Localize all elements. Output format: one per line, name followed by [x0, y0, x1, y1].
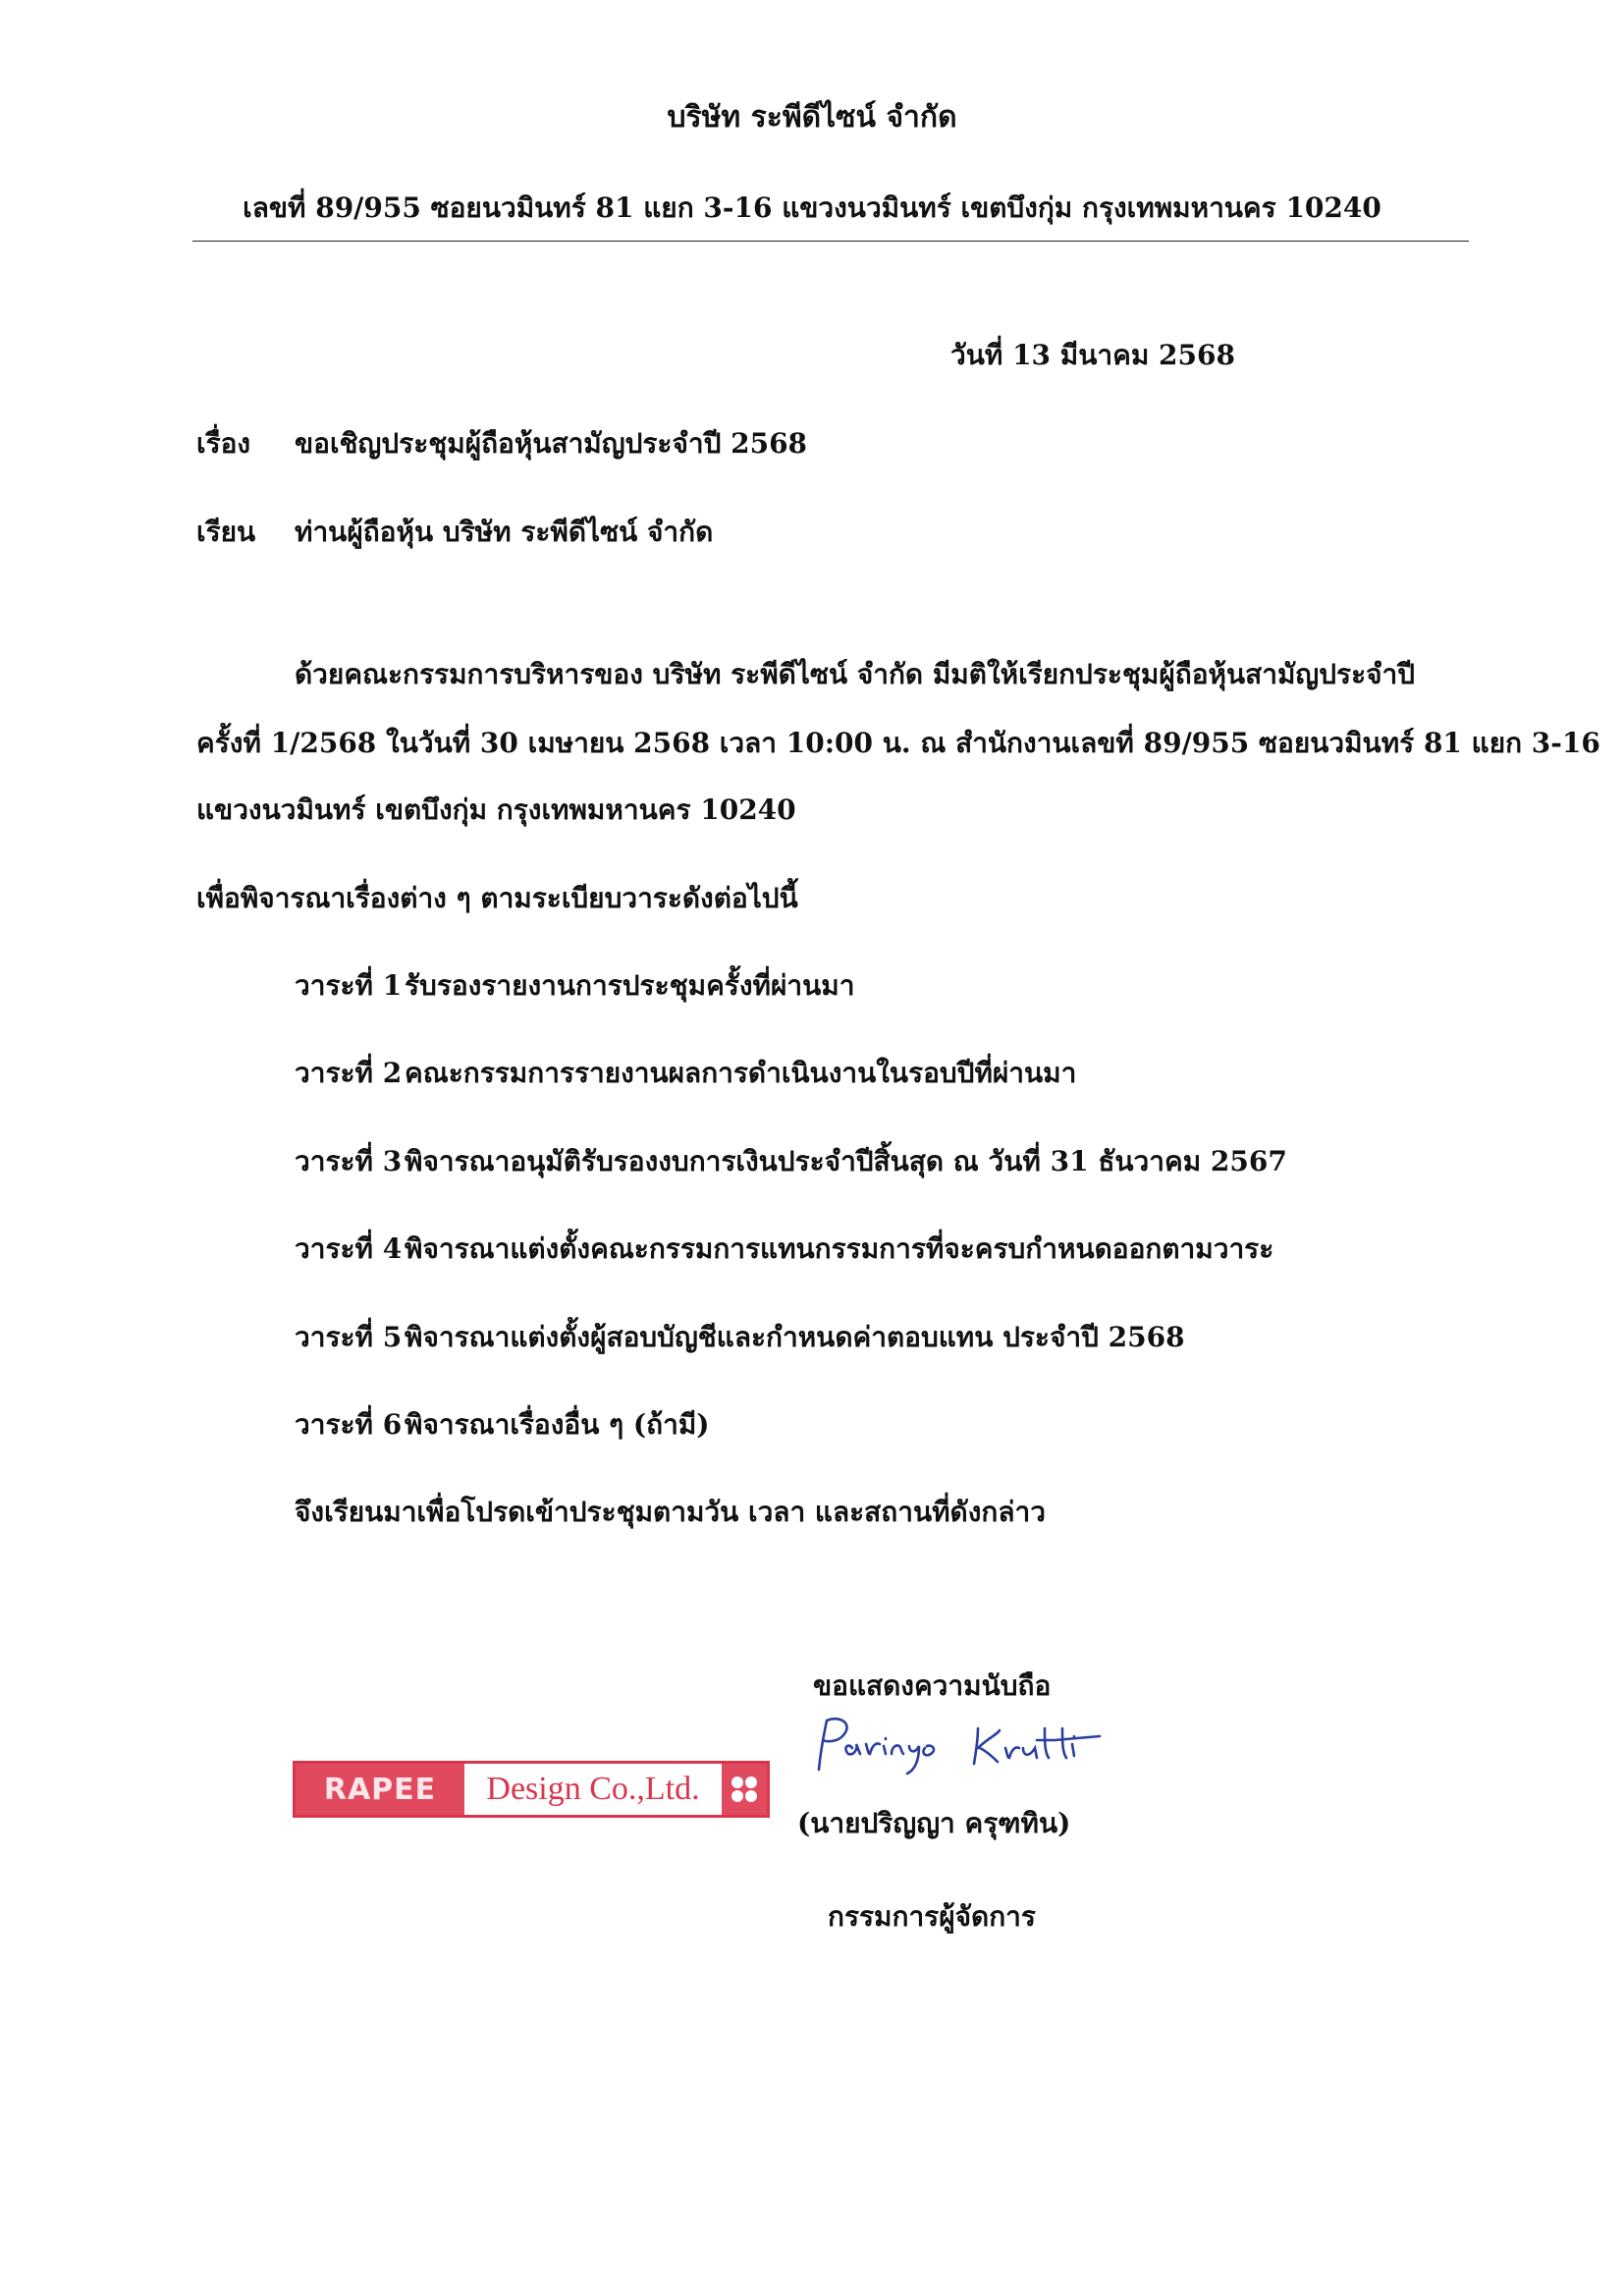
agenda-item-5 — [295, 1316, 1185, 1359]
recipient-label: เรียน — [196, 516, 256, 548]
subject-value: ขอเชิญประชุมผู้ถือหุ้นสามัญประจำปี 2568 — [295, 427, 808, 460]
agenda-text: พิจารณาแต่งตั้งคณะกรรมการแทนกรรมการที่จะครบกำหนดออกตามวาระ — [405, 1232, 1274, 1265]
body-line-3: แขวงนวมินทร์ เขตบึงกุ่ม กรุงเทพมหานคร 10240 — [196, 793, 796, 826]
agenda-item-1 — [295, 964, 854, 1008]
agenda-item-6 — [295, 1403, 710, 1447]
agenda-number: วาระที่ 4 — [295, 1232, 403, 1265]
agenda-text: พิจารณาแต่งตั้งผู้สอบบัญชีและกำหนดค่าตอบแทน ประจำปี 2568 — [405, 1321, 1185, 1353]
stamp-brand: RAPEE — [296, 1764, 464, 1815]
stamp-company-text: Design Co.,Ltd. — [486, 1771, 700, 1807]
body-line-1: ด้วยคณะกรรมการบริหารของ บริษัท ระพีดีไซน์ จำกัด มีมติให้เรียกประชุมผู้ถือหุ้นสามัญประจำปี — [295, 658, 1416, 690]
agenda-text: รับรองรายงานการประชุมครั้งที่ผ่านมา — [405, 969, 855, 1002]
regards-text: ขอแสดงความนับถือ — [813, 1669, 1052, 1702]
agenda-text: พิจารณาเรื่องอื่น ๆ (ถ้ามี) — [405, 1408, 710, 1441]
agenda-number: วาระที่ 1 — [295, 969, 403, 1002]
agenda-number: วาระที่ 3 — [295, 1145, 403, 1177]
signer-title: กรรมการผู้จัดการ — [828, 1900, 1036, 1933]
agenda-item-4 — [295, 1228, 1273, 1271]
agenda-number: วาระที่ 2 — [295, 1057, 403, 1089]
agenda-number: วาระที่ 5 — [295, 1321, 403, 1353]
agenda-text: คณะกรรมการรายงานผลการดำเนินงานในรอบปีที่ผ่านมา — [405, 1057, 1077, 1089]
body-line-2: ครั้งที่ 1/2568 ในวันที่ 30 เมษายน 2568 เวลา 10:00 น. ณ สำนักงานเลขที่ 89/955 ซอยนวมินทร์ 81 แยก 3-16 — [196, 727, 1600, 759]
closing-note: จึงเรียนมาเพื่อโปรดเข้าประชุมตามวัน เวลา และสถานที่ดังกล่าว — [295, 1496, 1046, 1528]
company-address: เลขที่ 89/955 ซอยนวมินทร์ 81 แยก 3-16 แขวงนวมินทร์ เขตบึงกุ่ม กรุงเทพมหานคร 10240 — [243, 191, 1381, 224]
company-stamp — [293, 1761, 770, 1818]
signature-mark — [805, 1709, 1119, 1787]
agenda-number: วาระที่ 6 — [295, 1408, 403, 1441]
company-name: บริษัท ระพีดีไซน์ จำกัด — [667, 100, 957, 135]
recipient-value: ท่านผู้ถือหุ้น บริษัท ระพีดีไซน์ จำกัด — [295, 516, 714, 548]
signer-name: (นายปริญญา ครุฑทิน) — [797, 1807, 1071, 1839]
agenda-text: พิจารณาอนุมัติรับรองงบการเงินประจำปีสิ้นสุด ณ วันที่ 31 ธันวาคม 2567 — [405, 1145, 1287, 1177]
header-divider — [192, 241, 1469, 242]
letter-date: วันที่ 13 มีนาคม 2568 — [950, 339, 1235, 371]
body-line-4: เพื่อพิจารณาเรื่องต่าง ๆ ตามระเบียบวาระดังต่อไปนี้ — [196, 882, 798, 914]
agenda-item-3 — [295, 1140, 1287, 1183]
stamp-dots-icon — [722, 1764, 767, 1815]
agenda-item-2 — [295, 1052, 1076, 1095]
subject-label: เรื่อง — [196, 427, 251, 460]
